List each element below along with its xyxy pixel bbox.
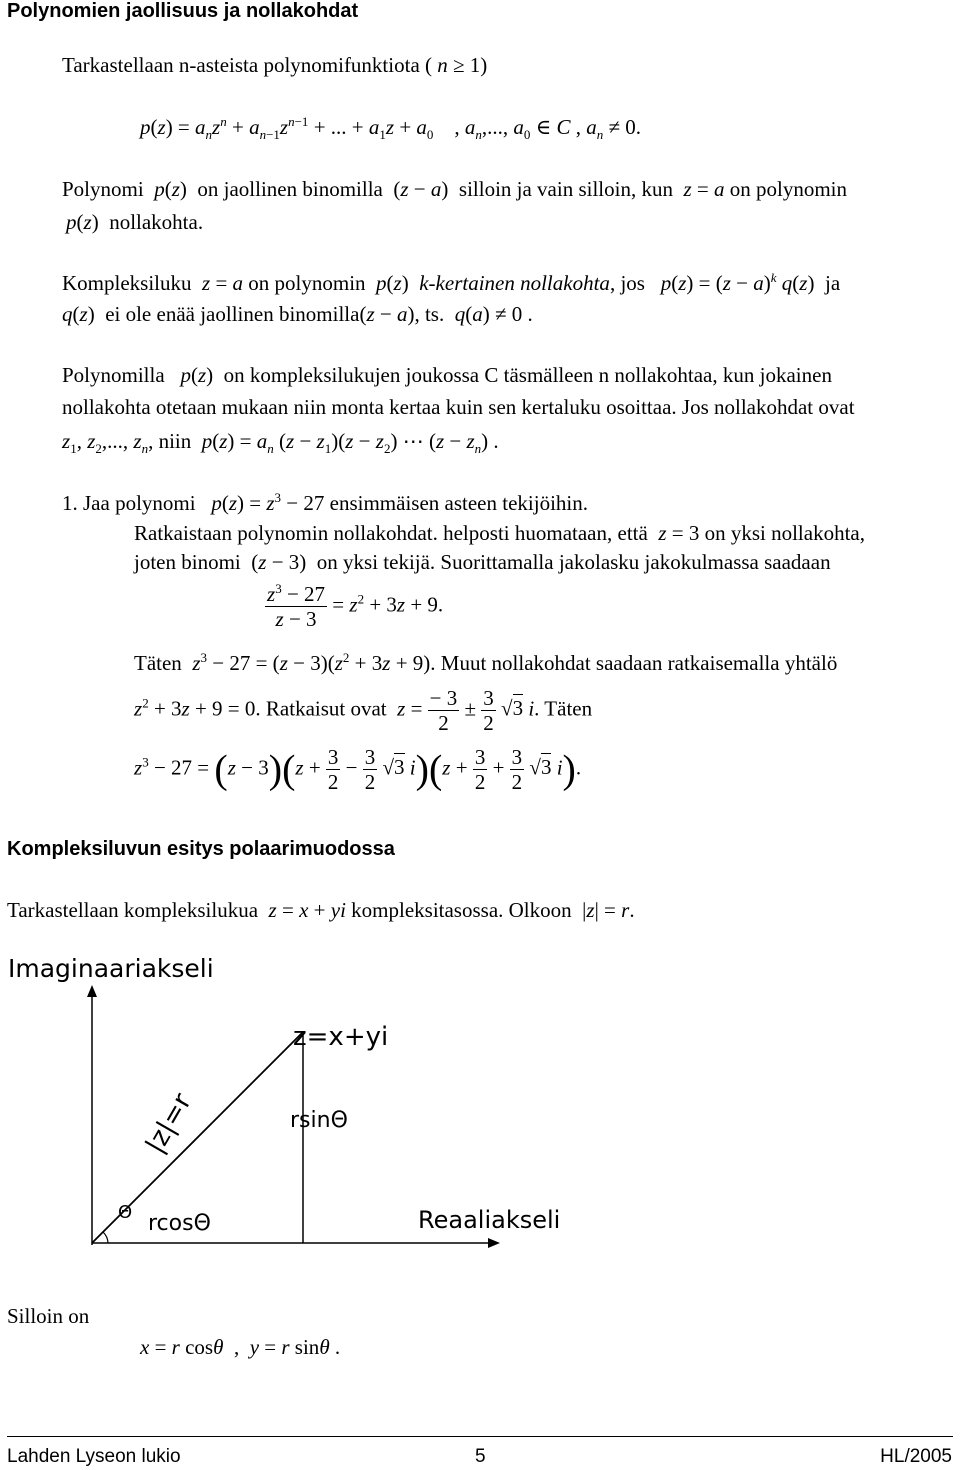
paragraph-4: Tarkastellaan kompleksilukua z = x + yi kompleksitasossa. Olkoon |z| = r.: [7, 898, 635, 922]
p2-mid4: ja: [824, 271, 841, 295]
taten2-text: . Täten: [534, 696, 593, 721]
p2-line2a: ei ole enää jaollinen binomilla: [105, 302, 360, 326]
p2-mid3: , jos: [609, 271, 645, 295]
p2-mid1: on polynomin: [248, 271, 366, 295]
paragraph-2-line-2: q(z) ei ole enää jaollinen binomilla(z − a), ts. q(a) ≠ 0 .: [62, 302, 533, 326]
example-l3b: on yksi tekijä. Suorittamalla jakolasku jakokulmassa saadaan: [316, 550, 831, 574]
p1-end: nollakohta.: [109, 210, 204, 234]
page-title: Polynomien jaollisuus ja nollakohdat: [7, 0, 359, 22]
example-task: ensimmäisen asteen tekijöihin.: [329, 491, 588, 515]
paragraph-3-line-1: Polynomilla p(z) on kompleksilukujen joukossa C täsmälleen n nollakohtaa, kun jokainen: [62, 363, 832, 387]
section-heading: Kompleksiluvun esitys polaarimuodossa: [7, 838, 395, 860]
p3-l1b: on kompleksilukujen joukossa C täsmälleen n nollakohtaa, kun jokainen: [223, 363, 832, 387]
imag-axis-label: Imaginaariakseli: [8, 954, 214, 983]
p2-start: Kompleksiluku: [62, 271, 192, 295]
p3-l3: , niin: [148, 429, 192, 453]
p2-mid2: k-kertainen nollakohta: [419, 271, 610, 295]
paragraph-1-line-2: p(z) nollakohta.: [66, 210, 204, 234]
polar-formula: x = r cosθ , y = r sinθ .: [140, 1335, 341, 1359]
p2-line2b: , ts.: [414, 302, 445, 326]
final-factorization: $z^3 - 27 = (z - 3)(z$ + $\frac{3}{2}$ − $\frac{3}{2}$ √3 i)(z + $\frac{3}{2}$ + $\frac{3}{2}$ √3 i).: [134, 745, 582, 794]
rcos-label: rcosΘ: [148, 1211, 211, 1236]
paragraph-1-line-1: Polynomi p(z) on jaollinen binomilla (z − a) silloin ja vain silloin, kun z = a on polynomin: [62, 177, 848, 201]
footer-left: Lahden Lyseon lukio: [7, 1446, 181, 1467]
example-line-1: 1. Jaa polynomi $p(z) = z^3 - 27$ ensimmäisen asteen tekijöihin.: [62, 490, 588, 515]
angle-arc: [103, 1232, 108, 1243]
footer-page-number: 5: [475, 1446, 486, 1467]
footer-right: HL/2005: [880, 1446, 952, 1467]
paragraph-3-line-3: $z_1$, $z_2$,..., $z_n$, niin $p(z) = a_n$ $(z - z_1)(z - z_2)$ ⋯ $(z - z_n)$ .: [62, 429, 499, 457]
example-line-3: joten binomi (z − 3) on yksi tekijä. Suorittamalla jakolasku jakokulmassa saadaan: [134, 550, 831, 574]
paragraph-2-line-1: Kompleksiluku z = a on polynomin p(z) k-kertainen nollakohta, jos $p(z) = (z - a)^k$ q(z) ja: [62, 270, 841, 295]
p1-mid2: silloin ja vain silloin, kun: [458, 177, 673, 201]
polynomial-definition: $p(z) = a_nz^n + a_{n-1}z^{n-1}$ + ... + $a_1z + a_0$ , $a_n$,..., $a_0$ ∈ C , $a_n \ne 0$.: [140, 114, 641, 143]
p1-start: Polynomi: [62, 177, 144, 201]
complex-plane-diagram: [0, 945, 620, 1285]
intro-text: Tarkastellaan n-asteista polynomifunktiota (: [62, 53, 433, 77]
example-l2b: on yksi nollakohta,: [704, 521, 865, 545]
p1-mid1: on jaollinen binomilla: [197, 177, 383, 201]
p4b: kompleksitasossa. Olkoon: [351, 898, 572, 922]
intro-line: Tarkastellaan n-asteista polynomifunktiota ( n ≥ 1): [62, 53, 488, 77]
example-l3a: joten binomi: [134, 550, 241, 574]
p4a: Tarkastellaan kompleksilukua: [7, 898, 259, 922]
real-axis-arrow-icon: [488, 1238, 500, 1248]
point-label: z=x+yi: [293, 1022, 389, 1052]
taten-label: Täten: [134, 651, 182, 675]
quadratic-line: $z^2 + 3z + 9 = 0$. Ratkaisut ovat z = $\frac{- 3}{2}$ ± $\frac{3}{2}$ √3 i. Täten: [134, 686, 593, 735]
paragraph-3-line-2: nollakohta otetaan mukaan niin monta kertaa kuin sen kertaluku osoittaa. Jos nollakohdat ovat: [62, 395, 855, 419]
rsin-label: rsinΘ: [290, 1108, 348, 1133]
footer-rule: [7, 1436, 953, 1437]
theta-label: Θ: [118, 1202, 133, 1223]
muut-text: . Muut nollakohdat saadaan ratkaisemalla yhtälö: [430, 651, 838, 675]
ratk-text: . Ratkaisut ovat: [255, 696, 387, 721]
p1-mid3: on polynomin: [729, 177, 848, 201]
imaginary-axis-arrow-icon: [87, 985, 97, 997]
p3-l1a: Polynomilla: [62, 363, 165, 387]
factorization-line: Täten $z^3 - 27 = (z - 3)(z^2 + 3z + 9)$. Muut nollakohdat saadaan ratkaisemalla yhtälö: [134, 650, 838, 675]
real-axis-label: Reaaliakseli: [418, 1206, 561, 1234]
silloin-text: Silloin on: [7, 1304, 90, 1328]
division-equation: $\frac{z^3 - 27}{z - 3}$ = $z^2 + 3z + 9$.: [267, 581, 444, 631]
example-label: 1. Jaa polynomi: [62, 491, 196, 515]
example-line-2: Ratkaistaan polynomin nollakohdat. helposti huomataan, että z = 3 on yksi nollakohta,: [134, 521, 865, 545]
modulus-label: |z|=r: [140, 1088, 198, 1159]
example-l2a: Ratkaistaan polynomin nollakohdat. helposti huomataan, että: [134, 521, 648, 545]
